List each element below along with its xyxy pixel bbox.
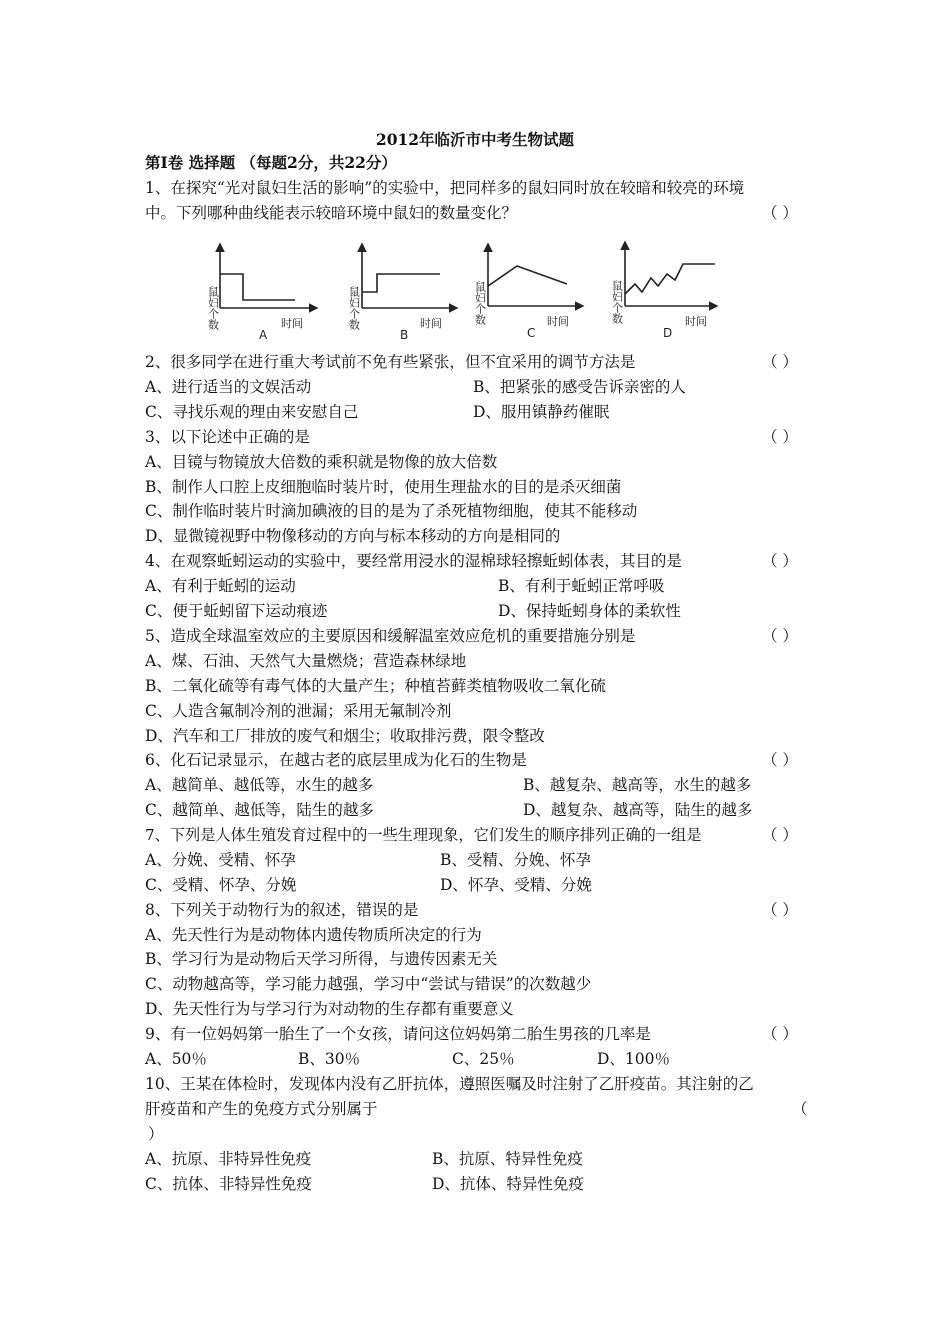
q6-answer-blank: （ ） (762, 751, 798, 769)
q2-option-c: C、寻找乐观的理由来安慰自己 (145, 403, 359, 421)
graph-d-xlabel: 时间 (685, 315, 707, 328)
q3-stem: 3、以下论述中正确的是 (145, 428, 310, 446)
q8-option-b: B、学习行为是动物后天学习所得，与遗传因素无关 (145, 950, 498, 968)
q7-option-d: D、怀孕、受精、分娩 (440, 876, 592, 894)
q3-option-c: C、制作临时装片时滴加碘液的目的是为了杀死植物细胞，使其不能移动 (145, 502, 638, 520)
q1-line1: 1、在探究“光对鼠妇生活的影响”的实验中，把同样多的鼠妇同时放在较暗和较亮的环境 (145, 179, 745, 197)
graph-c-ylabel: 鼠妇个数 (473, 281, 487, 325)
q4-answer-blank: （ ） (762, 552, 798, 570)
q4-option-a: A、有利于蚯蚓的运动 (145, 577, 296, 595)
q8-answer-blank: （ ） (762, 901, 798, 919)
graph-b-xlabel: 时间 (420, 317, 442, 330)
graph-a-option: A (259, 328, 268, 342)
q10-option-a: A、抗原、非特异性免疫 (145, 1150, 312, 1168)
graph-c-xlabel: 时间 (547, 315, 569, 328)
q9-option-d: D、100％ (597, 1050, 671, 1068)
graph-a-ylabel: 鼠妇个数 (206, 286, 220, 330)
q2-stem: 2、很多同学在进行重大考试前不免有些紧张，但不宜采用的调节方法是 (145, 353, 636, 371)
q5-answer-blank: （ ） (762, 627, 798, 645)
q5-option-c: C、人造含氟制冷剂的泄漏；采用无氟制冷剂 (145, 702, 452, 720)
q4-option-d: D、保持蚯蚓身体的柔软性 (498, 602, 681, 620)
graph-c (488, 244, 583, 306)
q2-option-b: B、把紧张的感受告诉亲密的人 (473, 378, 686, 396)
q7-stem: 7、下列是人体生殖发育过程中的一些生理现象，它们发生的顺序排列正确的一组是 (145, 826, 702, 844)
graph-b (362, 244, 457, 308)
q5-stem: 5、造成全球温室效应的主要原因和缓解温室效应危机的重要措施分别是 (145, 627, 636, 645)
q3-option-a: A、目镜与物镜放大倍数的乘积就是物像的放大倍数 (145, 453, 498, 471)
q8-option-a: A、先天性行为是动物体内遗传物质所决定的行为 (145, 926, 482, 944)
q8-stem: 8、下列关于动物行为的叙述，错误的是 (145, 901, 419, 919)
graph-a (220, 244, 317, 308)
graph-d-ylabel: 鼠妇个数 (610, 280, 624, 324)
q3-option-d: D、显微镜视野中物像移动的方向与标本移动的方向是相同的 (145, 527, 561, 545)
q9-option-c: C、25％ (452, 1050, 515, 1068)
q10-line2: 肝疫苗和产生的免疫方式分别属于 (145, 1100, 378, 1118)
q2-option-d: D、服用镇静药催眠 (473, 403, 610, 421)
q5-option-a: A、煤、石油、天然气大量燃烧；营造森林绿地 (145, 652, 467, 670)
q8-option-d: D、先天性行为与学习行为对动物的生存都有重要意义 (145, 1000, 514, 1018)
graph-b-ylabel: 鼠妇个数 (347, 286, 361, 330)
q3-answer-blank: （ ） (762, 428, 798, 446)
q4-option-c: C、便于蚯蚓留下运动痕迹 (145, 602, 328, 620)
q5-option-d: D、汽车和工厂排放的废气和烟尘；收取排污费，限令整改 (145, 727, 545, 745)
graph-d-option: D (663, 326, 673, 340)
graph-d (625, 242, 717, 306)
q2-answer-blank: （ ） (762, 353, 798, 371)
q10-option-c: C、抗体、非特异性免疫 (145, 1175, 312, 1193)
q9-option-a: A、50％ (145, 1050, 207, 1068)
q7-option-b: B、受精、分娩、怀孕 (440, 851, 591, 869)
q4-stem: 4、在观察蚯蚓运动的实验中，要经常用浸水的湿棉球轻擦蚯蚓体表，其目的是 (145, 552, 682, 570)
graph-a-xlabel: 时间 (281, 317, 303, 330)
q2-option-a: A、进行适当的文娱活动 (145, 378, 312, 396)
q9-stem: 9、有一位妈妈第一胎生了一个女孩，请问这位妈妈第二胎生男孩的几率是 (145, 1025, 651, 1043)
page-title: 2012年临沂市中考生物试题 (375, 130, 575, 149)
q1-line2: 中。下列哪种曲线能表示较暗环境中鼠妇的数量变化？ (145, 204, 518, 222)
section-heading: 第Ⅰ卷 选择题 （每题2分，共22分） (145, 153, 397, 172)
q10-option-d: D、抗体、特异性免疫 (432, 1175, 584, 1193)
q6-option-a: A、越简单、越低等，水生的越多 (145, 776, 374, 794)
q10-option-b: B、抗原、特异性免疫 (432, 1150, 583, 1168)
q10-line1: 10、王某在体检时，发现体内没有乙肝抗体，遵照医嘱及时注射了乙肝疫苗。其注射的乙 (145, 1075, 754, 1093)
graph-d-curve (625, 264, 715, 294)
q7-option-a: A、分娩、受精、怀孕 (145, 851, 296, 869)
q6-option-d: D、越复杂、越高等，陆生的越多 (523, 801, 753, 819)
q10-answer-blank-open: （ (792, 1100, 808, 1118)
graph-c-curve (488, 266, 567, 286)
q7-answer-blank: （ ） (762, 826, 798, 844)
q6-option-b: B、越复杂、越高等，水生的越多 (523, 776, 752, 794)
graph-b-option: B (400, 328, 409, 342)
q9-answer-blank: （ ） (762, 1025, 798, 1043)
q6-option-c: C、越简单、越低等，陆生的越多 (145, 801, 374, 819)
q8-option-c: C、动物越高等，学习能力越强，学习中“尝试与错误”的次数越少 (145, 975, 592, 993)
q3-option-b: B、制作人口腔上皮细胞临时装片时，使用生理盐水的目的是杀灭细菌 (145, 478, 622, 496)
graph-b-curve (362, 274, 440, 292)
q6-stem: 6、化石记录显示，在越古老的底层里成为化石的生物是 (145, 751, 527, 769)
q5-option-b: B、二氧化硫等有毒气体的大量产生；种植苔藓类植物吸收二氧化硫 (145, 677, 606, 695)
graph-c-option: C (527, 326, 536, 340)
q1-graph-figure (195, 236, 735, 348)
q10-answer-blank-close: ） (148, 1125, 164, 1143)
q1-graphs-svg (195, 236, 735, 348)
q7-option-c: C、受精、怀孕、分娩 (145, 876, 297, 894)
q9-option-b: B、30％ (298, 1050, 361, 1068)
graph-a-curve (220, 274, 295, 300)
q1-answer-blank: （ ） (762, 204, 798, 222)
q4-option-b: B、有利于蚯蚓正常呼吸 (498, 577, 665, 595)
